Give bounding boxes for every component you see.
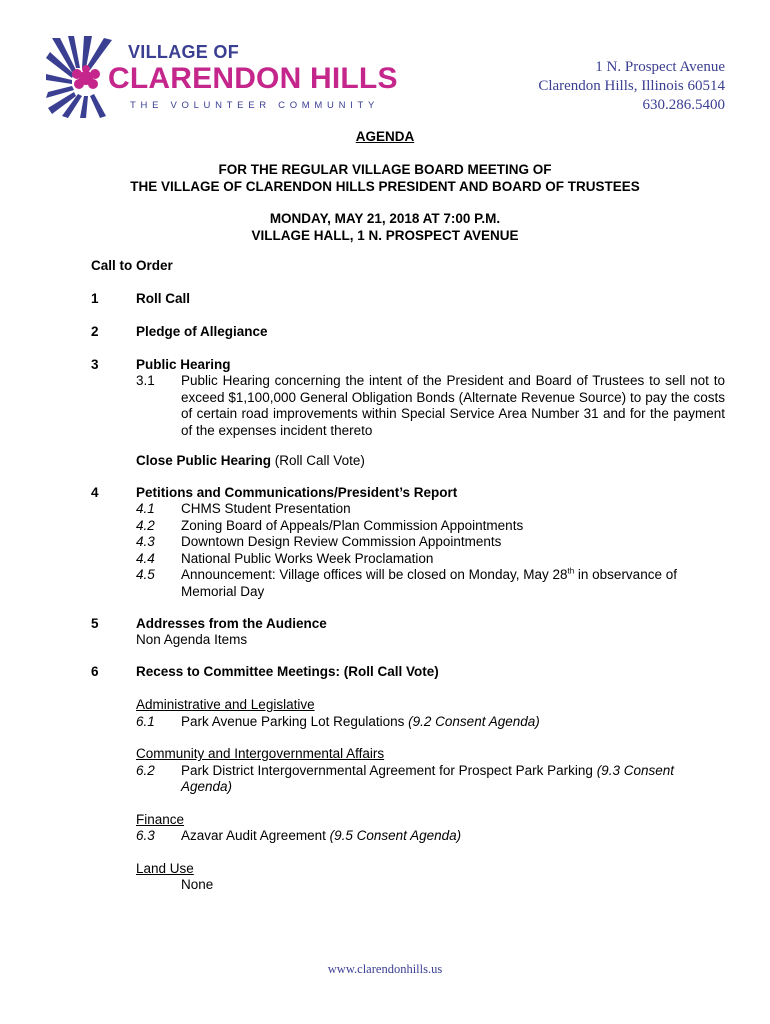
meeting-datetime [0, 210, 770, 244]
item-3-1 [136, 373, 725, 439]
meeting-line-2: THE VILLAGE OF CLARENDON HILLS PRESIDENT AND BOARD OF TRUSTEES [130, 179, 640, 194]
item-6-label: Recess to Committee Meetings: (Roll Call Vote) [136, 664, 439, 679]
item-4-5-text-c: Memorial Day [181, 583, 265, 599]
item-4-4-text: National Public Works Week Proclamation [181, 550, 434, 566]
logo-clarendon-hills: CLARENDON HILLS [108, 62, 398, 95]
item-4-5-sup: th [567, 566, 575, 576]
item-4-4-number: 4.4 [136, 550, 155, 566]
meeting-description [0, 161, 770, 195]
land-use-none-text: None [181, 877, 214, 892]
meeting-line-1: FOR THE REGULAR VILLAGE BOARD MEETING OF [218, 162, 552, 177]
item-6-2-number: 6.2 [136, 762, 155, 778]
item-1-label: Roll Call [136, 291, 191, 306]
item-4-5 [136, 567, 725, 600]
finance-heading: Finance [136, 811, 185, 827]
close-public-hearing-vote: (Roll Call Vote) [271, 453, 365, 468]
item-6-2-consent-note-a: (9.3 Consent [596, 762, 674, 778]
meeting-date: MONDAY, MAY 21, 2018 AT 7:00 P.M. [269, 211, 501, 226]
logo-village-of: VILLAGE OF [128, 42, 239, 62]
website-footer: www.clarendonhills.us [327, 962, 443, 976]
item-6-3-consent-note: (9.5 Consent Agenda) [329, 828, 462, 843]
item-6-1-consent-note: (9.2 Consent Agenda) [408, 713, 540, 729]
item-6-1-text [181, 714, 725, 731]
item-6-3-number: 6.3 [136, 828, 155, 843]
item-6-number: 6 [91, 664, 99, 679]
item-4-1 [136, 501, 725, 518]
item-4-5-number: 4.5 [136, 567, 155, 582]
item-4-3-number: 4.3 [136, 534, 155, 549]
item-3-number: 3 [91, 357, 99, 372]
village-address [538, 58, 725, 115]
item-4-3-text: Downtown Design Review Commission Appointments [181, 534, 502, 549]
item-4-5-text-a: Announcement: Village offices will be closed on Monday, May 28 [181, 567, 568, 582]
item-6-1-title: Park Avenue Parking Lot Regulations [181, 713, 409, 729]
item-5-label: Addresses from the Audience [136, 616, 327, 631]
village-logo [46, 36, 398, 118]
item-5-number: 5 [91, 616, 99, 631]
item-6-3-title: Azavar Audit Agreement [181, 828, 330, 843]
item-3-1-text: Public Hearing concerning the intent of the President and Board of Trustees to sell not to exceed $1,100,000 General Obligation Bonds (Alternate Revenue Source) to pay the costs of certain road improvements within Special Service Area Number 31 and for the payment of the expenses incident thereto [181, 373, 725, 438]
item-6-2-title: Park District Intergovernmental Agreement for Prospect Park Parking [181, 762, 597, 778]
phone-number: 630.286.5400 [642, 97, 725, 113]
item-2-number: 2 [91, 324, 99, 339]
call-to-order: Call to Order [91, 258, 173, 273]
item-4-1-text: CHMS Student Presentation [181, 501, 351, 516]
land-use-heading: Land Use [136, 860, 194, 876]
item-4-5-text-b: in observance of [574, 567, 677, 582]
item-5-sub: Non Agenda Items [136, 632, 248, 647]
item-3-1-number: 3.1 [136, 373, 155, 388]
item-1-number: 1 [91, 291, 99, 306]
item-3-label: Public Hearing [136, 357, 231, 372]
item-4-2-text: Zoning Board of Appeals/Plan Commission Appointments [181, 517, 524, 533]
item-4-4 [136, 551, 725, 568]
item-4-2 [136, 518, 725, 535]
logo-tagline: THE VOLUNTEER COMMUNITY [130, 100, 380, 111]
item-4-number: 4 [91, 485, 99, 500]
land-use-none [136, 877, 725, 894]
item-6-3 [136, 828, 725, 845]
item-6-2-text [181, 763, 725, 796]
item-4-5-text [181, 567, 725, 600]
item-4-label: Petitions and Communications/President’s Report [136, 485, 458, 500]
admin-legislative-heading: Administrative and Legislative [136, 697, 315, 712]
item-2-label: Pledge of Allegiance [136, 324, 268, 339]
close-public-hearing-label: Close Public Hearing [136, 453, 272, 468]
item-4-3 [136, 534, 725, 551]
item-6-3-text [181, 828, 725, 845]
item-4-2-number: 4.2 [136, 517, 155, 533]
agenda-title: AGENDA [355, 129, 415, 144]
item-6-2-consent-note-b: Agenda) [181, 779, 233, 794]
item-6-1 [136, 714, 725, 731]
community-affairs-heading: Community and Intergovernmental Affairs [136, 746, 385, 761]
address-line-1: 1 N. Prospect Avenue [595, 59, 725, 75]
address-line-2: Clarendon Hills, Illinois 60514 [538, 78, 725, 94]
meeting-location: VILLAGE HALL, 1 N. PROSPECT AVENUE [251, 228, 519, 243]
item-6-2 [136, 763, 725, 796]
item-4-1-number: 4.1 [136, 501, 155, 516]
close-public-hearing [136, 453, 725, 470]
item-6-1-number: 6.1 [136, 713, 155, 729]
